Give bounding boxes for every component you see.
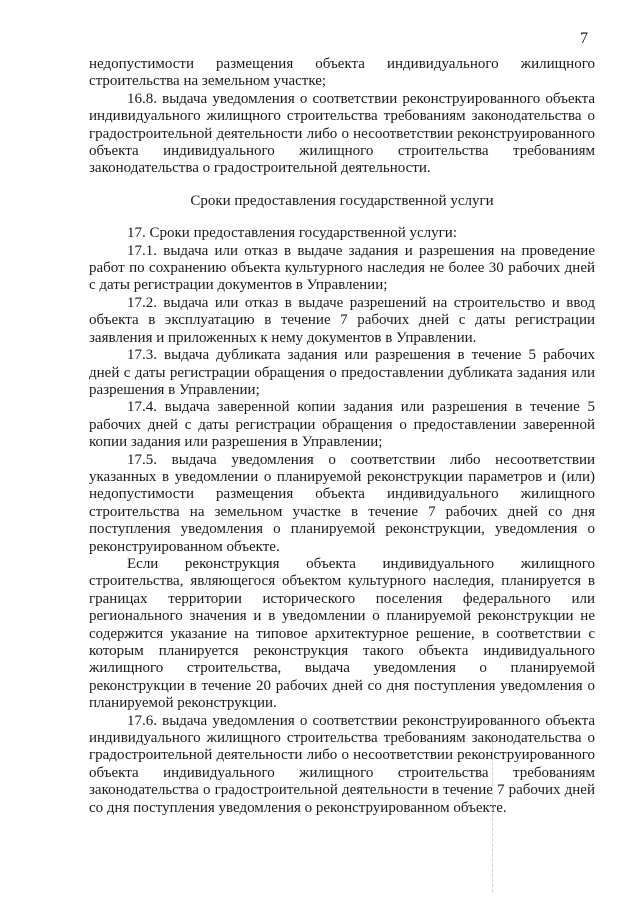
paragraph-17: 17. Сроки предоставления государственной услуги: <box>127 225 457 242</box>
paragraph-17-6: 17.6. выдача уведомления о соответствии реконструированного объекта индивидуального жилищного строительства требованиям законодательства о градостроительной деятельности либо о несоответствии реконструированного объекта индивидуального жилищного строительства требованиям законодательства о градостроительной деятельности в течение 7 рабочих дней со дня поступления уведомления о реконструированном объекте. <box>89 712 595 816</box>
paragraph-17-2: 17.2. выдача или отказ в выдаче разрешений на строительство и ввод объекта в эксплуатацию в течение 7 рабочих дней с даты регистрации заявления и приложенных к нему документов в Управлении. <box>89 294 595 346</box>
paragraph-17-1: 17.1. выдача или отказ в выдаче задания и разрешения на проведение работ по сохранению объекта культурного наследия не более 30 рабочих дней с даты регистрации документов в Управлении; <box>89 242 595 294</box>
paragraph-17-5: 17.5. выдача уведомления о соответствии либо несоответствии указанных в уведомлении о планируемой реконструкции параметров и (или) недопустимости размещения объекта индивидуального жилищного строительства на земельном участке в течение 7 рабочих дней со дня поступления уведомления о планируемой реконструкции, уведомления о реконструированном объекте. <box>89 451 595 555</box>
section-heading: Сроки предоставления государственной услуги <box>190 192 494 209</box>
paragraph-if-reconstruction: Если реконструкция объекта индивидуального жилищного строительства, являющегося объектом культурного наследия, планируется в границах территории исторического поселения федерального или регионального значения и в уведомлении о планируемой реконструкции не содержится указание на типовое архитектурное решение, в соответствии с которым планируется реконструкция такого объекта индивидуального жилищного строительства, выдача уведомления о планируемой реконструкции в течение 20 рабочих дней со дня поступления уведомления о планируемой реконструкции. <box>89 555 595 712</box>
paragraph-17-3: 17.3. выдача дубликата задания или разрешения в течение 5 рабочих дней с даты регистрации обращения о предоставлении дубликата задания или разрешения в Управлении; <box>89 347 595 398</box>
paragraph-16-8: 16.8. выдача уведомления о соответствии реконструированного объекта индивидуального жилищного строительства требованиям законодательства о градостроительной деятельности либо о несоответствии реконструированного объекта индивидуального жилищного строительства требованиям законодательства о градостроительной деятельности. <box>89 90 595 177</box>
document-body <box>89 56 595 817</box>
page-number: 7 <box>580 30 588 47</box>
paragraph-continuation: недопустимости размещения объекта индивидуального жилищного строительства на земельном участке; <box>89 56 595 90</box>
scan-fold-line <box>492 742 494 892</box>
paragraph-17-4: 17.4. выдача заверенной копии задания или разрешения в течение 5 рабочих дней с даты регистрации обращения о предоставлении заверенной копии задания или разрешения в Управлении; <box>89 399 595 451</box>
